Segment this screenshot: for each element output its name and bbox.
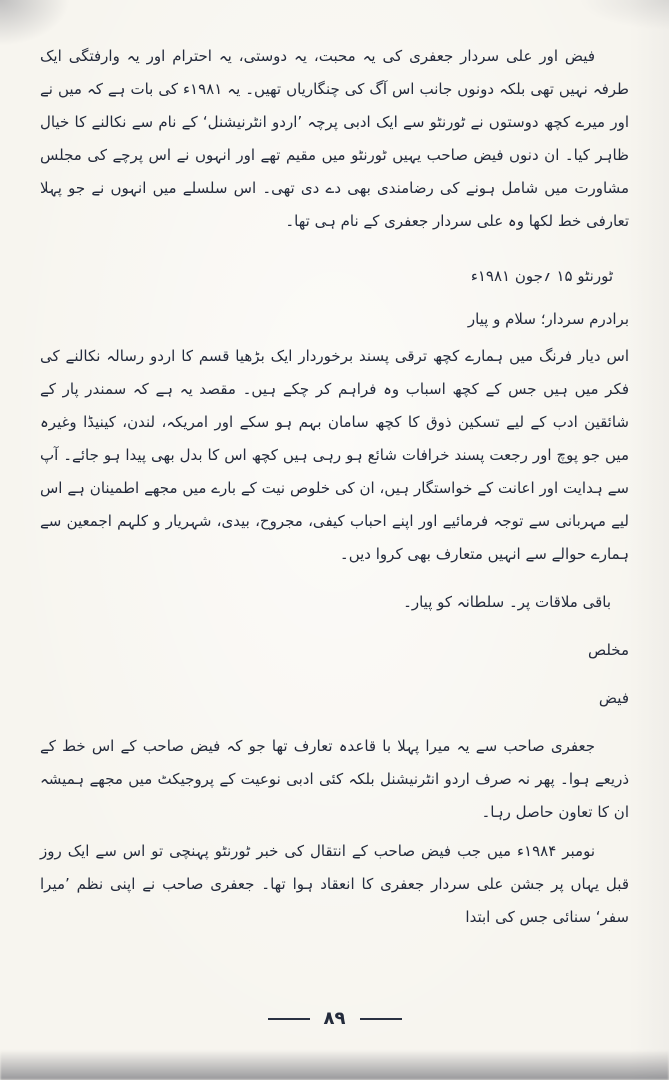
page-content: [40, 40, 629, 934]
letter-signature: فیض: [598, 689, 629, 707]
letter-body: اس دیار فرنگ میں ہمارے کچھ ترقی پسند برخوردار ایک بڑھیا قسم کا اردو رسالہ نکالنے کی فکر میں ہیں جس کے کچھ اسباب وہ فراہم کر چکے ہیں۔ مقصد یہ ہے کہ سمندر پار کے شائقین ادب کے لیے تسکین ذوق کا کچھ سامان بہم ہو سکے اور امریکہ، لندن، کینیڈا وغیرہ میں جو پوچ اور رجعت پسند خرافات شائع ہو رہی ہیں کچھ اس کا بدل بھی پیدا ہو جائے۔ آپ سے ہدایت اور اعانت کے خواستگار ہیں، ان کی خلوص نیت کے بارے میں مجھے اطمینان ہے اس لیے مہربانی سے توجہ فرمائیے اور اپنے احباب کیفی، مجروح، بیدی، شہریار و کلہم اجمعین سے ہمارے حوالے سے انہیں متعارف بھی کروا دیں۔: [40, 347, 629, 563]
intro-paragraph: فیض اور علی سردار جعفری کی یہ محبت، یہ دوستی، یہ احترام اور یہ وارفتگی ایک طرفہ نہیں تھی بلکہ دونوں جانب اس آگ کی چنگاریاں تھیں۔ یہ ۱۹۸۱ء کی بات ہے کہ میں نے اور میرے کچھ دوستوں نے ٹورنٹو سے ایک ادبی پرچہ ’اردو انٹرنیشنل‘ کے نام سے نکالنے کا خیال ظاہر کیا۔ ان دنوں فیض صاحب یہیں ٹورنٹو میں مقیم تھے اور انہوں نے اس پرچے کی مجلس مشاورت میں شامل ہونے کی رضامندی بھی دے دی تھی۔ اس سلسلے میں انہوں نے جو پہلا تعارفی خط لکھا وہ علی سردار جعفری کے نام ہی تھا۔: [40, 47, 629, 230]
letter-salutation: برادرم سردار؛ سلام و پیار: [467, 310, 629, 328]
letter-signoff: مخلص: [587, 641, 629, 659]
letter-closing-line: باقی ملاقات پر۔ سلطانہ کو پیار۔: [403, 593, 611, 611]
final-paragraph: نومبر ۱۹۸۴ء میں جب فیض صاحب کے انتقال کی خبر ٹورنٹو پہنچی تو اس سے ایک روز قبل یہاں پر جشن علی سردار جعفری کا انعقاد ہوا تھا۔ جعفری صاحب نے اپنی نظم ’میرا سفر‘ سنائی جس کی ابتدا: [40, 842, 629, 926]
scan-shadow-bottom-edge: [0, 1050, 669, 1080]
page-number-rule-left: [268, 1018, 310, 1020]
page-number: ۸۹: [323, 1008, 346, 1029]
page-footer: [0, 1010, 669, 1028]
letter-dateline: ٹورنٹو ۱۵ ؍جون ۱۹۸۱ء: [470, 267, 613, 285]
paragraph-after-letter: جعفری صاحب سے یہ میرا پہلا با قاعدہ تعارف تھا جو کہ فیض صاحب کے اس خط کے ذریعے ہوا۔ پھر نہ صرف اردو انٹرنیشنل بلکہ کئی ادبی نوعیت کے پروجیکٹ میں مجھے ہمیشہ ان کا تعاون حاصل رہا۔: [40, 737, 629, 821]
page-number-rule-right: [360, 1018, 402, 1020]
scan-shadow-top-right: [579, 0, 669, 30]
